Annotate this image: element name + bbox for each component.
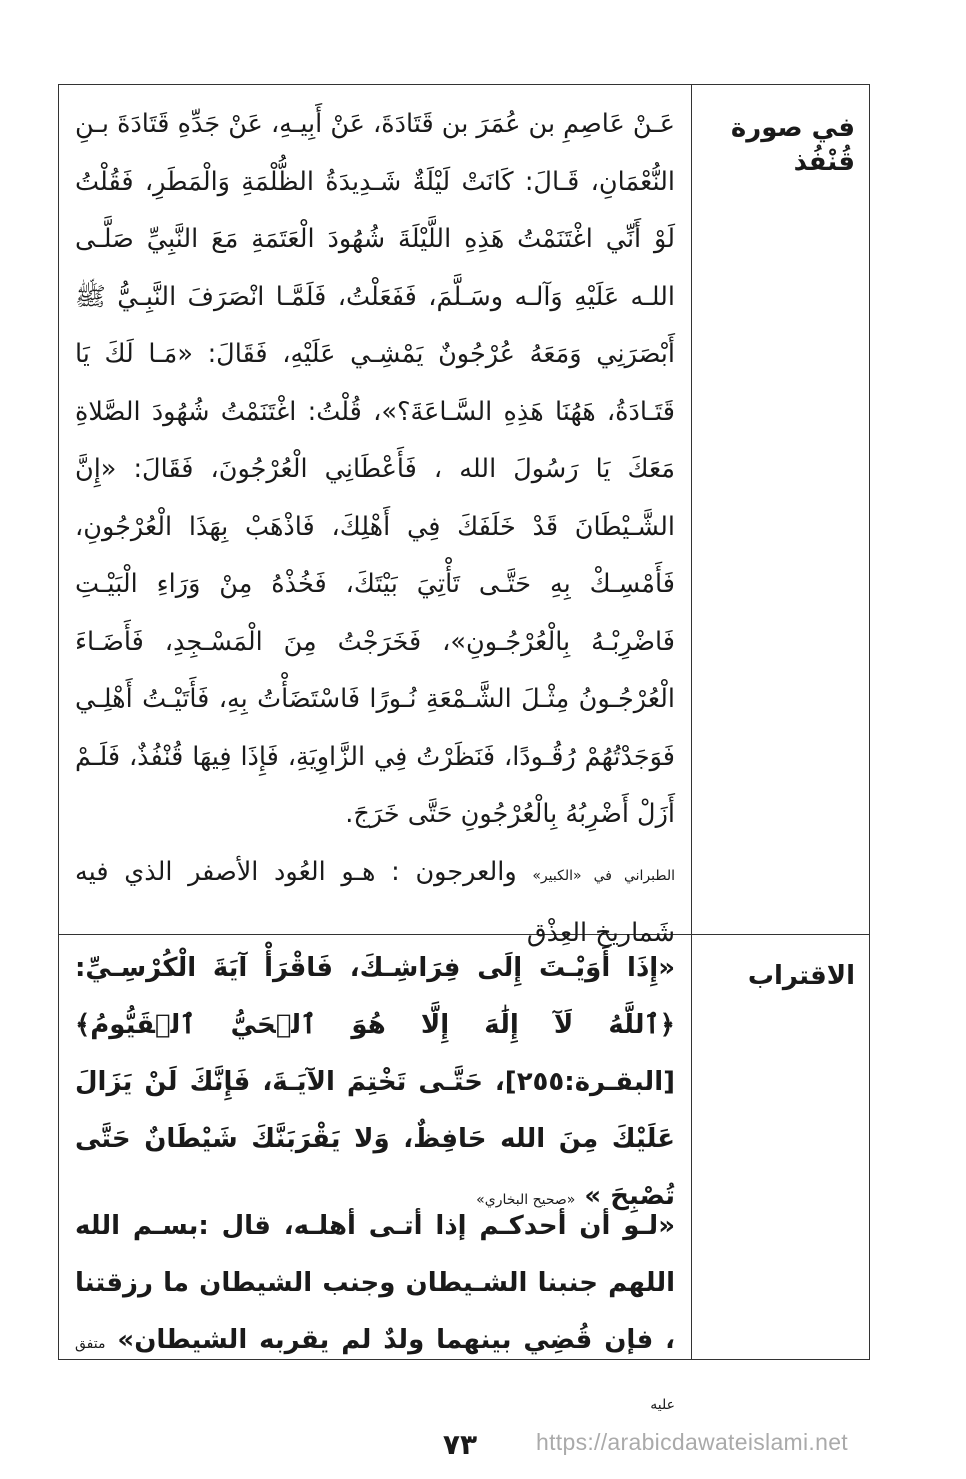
source-citation: «صحيح البخاري» — [476, 1192, 576, 1208]
row-label-hedgehog: في صورة قُنْفُذ — [730, 113, 855, 177]
content-table — [58, 84, 870, 1413]
column-divider — [691, 85, 692, 1359]
hadith-ayat-kursi — [67, 940, 683, 1229]
hadith-text: «لـو أن أحدكـم إذا أتـى أهلـه، قال :بسـم الله اللهم جنبنا الشـيطان وجنب الشيطان ما رزقتنا ، فإن قُضِي بينهما ولدٌ لم يقربه الشيطان» — [75, 1211, 676, 1355]
row-label-approach: الاقتراب — [747, 961, 855, 991]
source-citation: الطبراني في «الكبير» — [532, 867, 676, 884]
hadith-text: عَـنْ عَاصِمِ بن عُمَرَ بن قَتَادَةَ، عَنْ أَبِيـهِ، عَنْ جَدِّهِ قَتَادَةَ بـنِ النُّعْمَانِ، قَـالَ: كَانَتْ لَيْلَةٌ شَـدِيدَةُ الظُّلْمَةِ وَالْمَطَرِ، فَقُلْتُ لَوْ أَنِّي اغْتَنَمْتُ هَذِهِ اللَّيْلَةَ شُهُودَ الْعَتَمَةِ مَعَ النَّبِيِّ صَلَّـى اللـه عَلَيْهِ وَآلـه وسَـلَّمَ، فَفَعَلْتُ، فَلَمَّـا انْصَرَفَ النَّبِـيُّ ﷺ أَبْصَرَنِي وَمَعَهُ عُرْجُونٌ يَمْشِـي عَلَيْهِ، فَقَالَ: «مَـا لَكَ يَا قَتَـادَةُ، هَهُنَا هَذِهِ السَّـاعَةَ؟»، قُلْتُ: اغْتَنَمْتُ شُهُودَ الصَّلاةِ مَعَكَ يَا رَسُولَ الله ، فَأَعْطَانِي الْعُرْجُونَ، فَقَالَ: «إِنَّ الشَّـيْطَانَ قَدْ خَلَفَكَ فِي أَهْلِكَ، فَاذْهَبْ بِهَذَا الْعُرْجُونِ، فَأَمْسِـكْ بِهِ حَتَّـى تَأْتِيَ بَيْتَكَ، فَخُذْهُ مِنْ وَرَاءِ الْبَيْـتِ فَاضْرِبْـهُ بِالْعُرْجُـونِ»، فَخَرَجْتُ مِنَ الْمَسْـجِدِ، فَأَضَـاءَ الْعُرْجُـونُ مِثْـلَ الشَّـمْعَةِ نُـورًا فَاسْتَضَأْتُ بِهِ، فَأَتَيْـتُ أَهْلِـي فَوَجَدْتُهُمْ رُقُـودًا، فَنَظَرْتُ فِي الزَّاوِيَةِ، فَإِذَا فِيهَا قُنْفُذٌ، فَلَـمْ أَزَلْ أَضْرِبُهُ بِالْعُرْجُونِ حَتَّى خَرَجَ. — [75, 109, 675, 829]
hadith-qatada — [67, 96, 683, 963]
hadith-text: «إِذَا أَوَيْـتَ إِلَى فِرَاشِـكَ، فَاقْرَأْ آيَةَ الْكُرْسِـيِّ: ﴿ٱللَّهُ لَآ إِلَٰهَ إِلَّا هُوَ ٱلۡحَيُّ ٱلۡقَيُّومُ﴾ [البقـرة:٢٥٥]، حَتَّـى تَخْتِمَ الآيَـةَ، فَإِنَّكَ لَنْ يَزَالَ عَلَيْكَ مِنَ الله حَافِظٌ، وَلا يَقْرَبَنَّكَ شَيْطَانٌ حَتَّى تُصْبِحَ » — [75, 953, 675, 1211]
page-number: ٧٣ — [442, 1428, 478, 1461]
site-watermark: https://arabicdawateislami.net — [536, 1429, 848, 1455]
hadith-marital-dua — [67, 1198, 683, 1434]
glossary-note: والعرجون : هـو العُود الأصفر الذي فيه شَماريخ العِذْق — [75, 856, 675, 948]
source-citation: متفق عليه — [75, 1336, 675, 1413]
